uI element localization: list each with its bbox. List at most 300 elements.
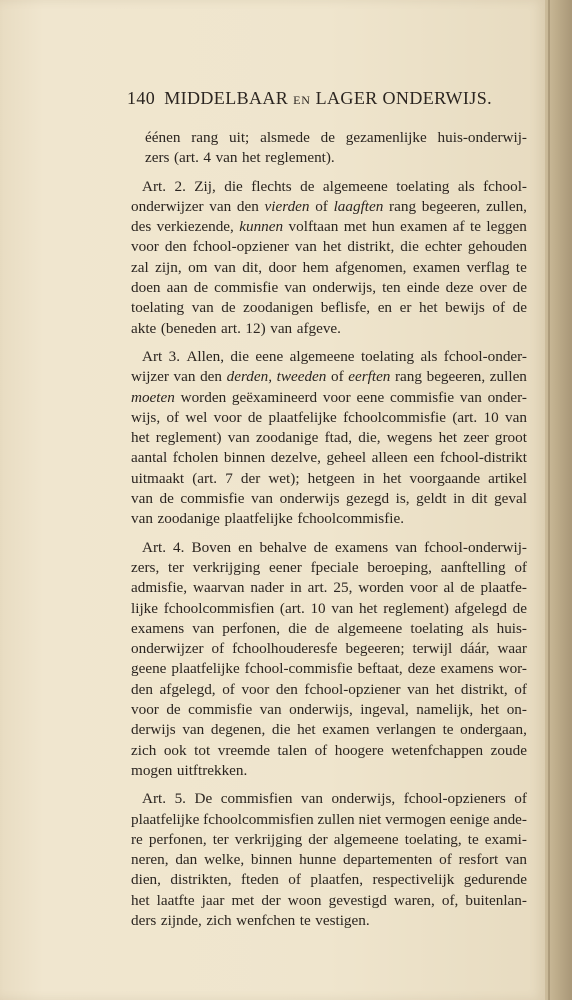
word: deze (445, 279, 474, 297)
word: afgelegd, (159, 680, 216, 698)
word: huis- (496, 619, 527, 637)
word: 2. (174, 177, 186, 195)
word: voor (131, 701, 159, 719)
word: vierden (264, 197, 310, 215)
word: van (407, 680, 430, 698)
word: hun (371, 218, 395, 236)
word: toelating (396, 177, 450, 195)
word: zijnde, (160, 911, 202, 929)
text-line (131, 177, 527, 197)
word: rang (389, 197, 417, 215)
paragraph-gap (131, 781, 527, 789)
word: beftaat, (357, 660, 403, 678)
word: eener (268, 558, 302, 576)
word: te (515, 258, 527, 276)
word: akte (131, 319, 157, 337)
text-line (131, 850, 527, 870)
word: fchoolhouderesfe (232, 640, 338, 658)
text-line (131, 891, 527, 911)
word: laatfte (156, 891, 195, 909)
paragraph-gap (131, 339, 527, 347)
word: het (131, 891, 150, 909)
word: van (294, 238, 317, 256)
word: van (213, 258, 236, 276)
word: niet (358, 810, 382, 828)
word: die (288, 619, 307, 637)
word: uit; (229, 129, 250, 146)
word: in (289, 579, 302, 597)
word: onderwijs, (331, 790, 396, 808)
word: geëxamineerd (231, 388, 318, 406)
word: commisfie (214, 279, 279, 297)
word: rang (395, 368, 422, 386)
page-number: 140 (127, 88, 156, 108)
word: fchool-distrikt (440, 449, 527, 467)
word: respectivelijk (372, 871, 455, 889)
word: ande- (493, 810, 527, 828)
body-text (131, 128, 527, 931)
word: wetenfchappen (391, 741, 484, 759)
word: hoogere (334, 741, 384, 759)
word: ders (131, 911, 157, 929)
word: algemeene (333, 830, 399, 848)
text-line (131, 509, 527, 529)
word: aan (166, 279, 188, 297)
text-line (131, 148, 527, 168)
word: of (439, 851, 452, 869)
word: plaatfelijke (171, 660, 240, 678)
word: hunne (299, 851, 337, 869)
word: fteden (240, 871, 279, 889)
word: huis-onderwij- (437, 129, 527, 146)
word: of (315, 197, 328, 215)
word: van (182, 721, 205, 739)
word: van (505, 851, 527, 869)
word: al (443, 579, 455, 597)
word: wel (185, 408, 208, 426)
word: of (288, 871, 301, 889)
text-line (131, 558, 527, 578)
word: de (166, 701, 181, 719)
text-line (131, 489, 527, 509)
word: laagften (333, 197, 384, 215)
word: voor (409, 579, 438, 597)
word: zers (145, 149, 170, 167)
word: der (308, 830, 328, 848)
word: algemeene (322, 177, 388, 195)
word: gevestigd (328, 891, 387, 909)
word: bewijs (445, 299, 485, 317)
word: geheel (326, 449, 367, 467)
word: moeten (131, 388, 175, 406)
word: 5. (174, 790, 186, 808)
word: van (331, 599, 354, 617)
word: 12) (245, 319, 266, 337)
word: uitmaakt (131, 469, 185, 487)
word: einde (406, 279, 440, 297)
word: zoodanigen (243, 299, 314, 317)
word: onderwijs, (289, 701, 353, 719)
word: af (452, 218, 465, 236)
word: het (322, 238, 342, 256)
word: het (480, 701, 500, 719)
word: uitftrekken. (176, 761, 248, 779)
text-line (131, 680, 527, 700)
word: de (159, 490, 174, 508)
word: vestigen. (315, 911, 370, 929)
paragraph (131, 128, 527, 169)
word: die (271, 721, 291, 739)
word: zich (131, 741, 157, 759)
word: toelating (131, 299, 185, 317)
word: die (224, 177, 243, 195)
word: het (419, 299, 438, 317)
word: fchool-onder- (443, 347, 527, 365)
text-line (131, 639, 527, 659)
word: alsmede (260, 129, 310, 146)
word: distrikten, (170, 871, 232, 889)
word: van (284, 279, 307, 297)
word: aantal (131, 449, 168, 467)
word: geene (131, 660, 167, 678)
word: jaar (201, 891, 225, 909)
word: eene (255, 347, 284, 365)
word: den (275, 680, 298, 698)
word: (beneden (160, 319, 217, 337)
word: artikel (488, 469, 527, 487)
word: buitenlan- (465, 891, 527, 909)
word: van (173, 368, 196, 386)
word: vermogen (385, 810, 446, 828)
header-title-part2: LAGER ONDERWIJS. (315, 88, 493, 108)
word: zeer (463, 429, 489, 447)
word: echter (424, 238, 462, 256)
word: toelating (360, 347, 415, 365)
word: onderwijzer (131, 640, 204, 658)
word: gezegd (346, 490, 390, 508)
word: het (297, 721, 316, 739)
paragraph (131, 789, 527, 931)
word: commisfie (390, 388, 455, 406)
word: van (259, 701, 282, 719)
word: van (192, 619, 215, 637)
word: leggen (486, 218, 527, 236)
word: geldt (416, 490, 447, 508)
word: zoude (490, 741, 527, 759)
word: gezamenlijke (345, 129, 427, 146)
word: is, (395, 490, 410, 508)
word: het (358, 599, 378, 617)
word: 7 (225, 469, 233, 487)
text-line (131, 448, 527, 468)
word: binnen (223, 449, 266, 467)
word: 3. (168, 347, 181, 365)
word: of (314, 741, 328, 759)
word: art. (221, 319, 241, 337)
word: den (200, 368, 223, 386)
word: voor (213, 408, 242, 426)
word: dan (175, 851, 198, 869)
word: alleen (371, 449, 408, 467)
text-line (131, 700, 527, 720)
word: hetgeen (307, 469, 355, 487)
word: afgeve. (296, 319, 341, 337)
word: doen (131, 279, 161, 297)
word: worden (180, 388, 227, 406)
word: der (261, 891, 281, 909)
running-header (127, 88, 493, 109)
word: of (211, 640, 225, 658)
text-line (131, 870, 527, 890)
text-line (131, 319, 527, 339)
word: terwijl (412, 640, 453, 658)
paragraph (131, 347, 527, 530)
word: (art. (192, 469, 218, 487)
word: het (382, 469, 402, 487)
word: en (377, 299, 393, 317)
word: wet); (268, 469, 300, 487)
word: de (512, 299, 527, 317)
word: éénen (145, 129, 181, 146)
text-line (131, 911, 527, 931)
word: art. (307, 579, 328, 597)
word: hem (302, 258, 329, 276)
word: behalve (259, 538, 307, 556)
word: toelating, (404, 830, 462, 848)
word: waarvan (192, 579, 245, 597)
word: ondergaan, (460, 721, 527, 739)
word: 4. (173, 538, 185, 556)
word: der (240, 469, 261, 487)
word: tweeden (276, 368, 327, 386)
word: voor (241, 680, 270, 698)
word: algemeene (289, 347, 355, 365)
text-line (131, 789, 527, 809)
word: gedurende (463, 871, 527, 889)
word: plaatfe- (480, 579, 527, 597)
text-line (131, 469, 527, 489)
word: commisfie (188, 701, 253, 719)
word: onder- (487, 388, 527, 406)
word: kunnen (239, 218, 284, 236)
word: admisfie, (131, 579, 188, 597)
word: woon (287, 891, 322, 909)
word: Allen, (186, 347, 224, 365)
word: fpeciale (310, 558, 359, 576)
word: distrikt, (460, 680, 508, 698)
book-spine (545, 0, 572, 1000)
word: des (131, 218, 152, 236)
word: algemeene (337, 619, 403, 637)
text-line (131, 367, 527, 387)
word: zich (206, 911, 232, 929)
word: die (400, 238, 419, 256)
word: of (514, 790, 527, 808)
word: van (131, 490, 153, 508)
word: zullen (489, 368, 527, 386)
word: examen (400, 218, 448, 236)
word: voor (322, 388, 351, 406)
word: degenen, (210, 721, 266, 739)
word: of (514, 558, 527, 576)
word: binnen (250, 851, 293, 869)
word: in (453, 490, 465, 508)
word: zoodanige (157, 510, 220, 528)
word: de (512, 599, 527, 617)
word: ook (163, 741, 187, 759)
word: perfonen, (222, 619, 281, 637)
word: den (164, 238, 187, 256)
word: voor (131, 238, 159, 256)
word: begeeren, (426, 368, 486, 386)
word: onderwijs, (312, 279, 377, 297)
word: te (299, 911, 311, 929)
word: namelijk, (416, 701, 474, 719)
word: fcholen (172, 449, 219, 467)
word: Art (142, 347, 163, 365)
word: waren, (393, 891, 435, 909)
text-line (131, 720, 527, 740)
word: eenige (449, 810, 490, 828)
word: 10 (310, 599, 326, 617)
word: van (270, 319, 293, 337)
word: als (457, 177, 475, 195)
word: of (514, 680, 527, 698)
word: plaatfelijke (224, 510, 293, 528)
word: zal (131, 258, 149, 276)
word: 4 (203, 149, 212, 167)
word: distrikt, (347, 238, 395, 256)
word: (art. (174, 149, 199, 167)
paragraph-gap (131, 169, 527, 177)
word: nader (250, 579, 285, 597)
word: (art. (452, 408, 478, 426)
word: afgelegd (454, 599, 507, 617)
word: commisfie (180, 490, 245, 508)
word: de (193, 279, 209, 297)
word: fchool-commisfie (244, 660, 353, 678)
word: plaatfelijke (131, 810, 200, 828)
text-line (131, 237, 527, 257)
word: of (492, 299, 506, 317)
word: exami- (484, 830, 527, 848)
word: wijs, (131, 408, 161, 426)
word: te (470, 218, 481, 236)
word: om (188, 258, 208, 276)
word: het (438, 429, 458, 447)
word: of (166, 408, 180, 426)
word: afgenomen, (335, 258, 407, 276)
word: fchoolcommisfie (343, 408, 447, 426)
word: derden, (226, 368, 273, 386)
word: Art. (142, 538, 167, 556)
word: de (247, 408, 263, 426)
word: waar (497, 640, 527, 658)
word: onderwijzer (131, 197, 204, 215)
word: begeeren; (345, 640, 405, 658)
word: van (300, 790, 323, 808)
word: van (505, 408, 527, 426)
word: in (362, 469, 375, 487)
word: wegens (386, 429, 433, 447)
text-line (131, 258, 527, 278)
word: geval (494, 490, 527, 508)
text-line (131, 578, 527, 598)
word: re (131, 830, 143, 848)
word: er (399, 299, 412, 317)
word: rang (191, 129, 219, 146)
word: te (467, 830, 479, 848)
word: door (268, 258, 297, 276)
text-line (131, 298, 527, 318)
word: fchool- (483, 177, 527, 195)
word: van (395, 538, 418, 556)
word: beflisfe, (320, 299, 371, 317)
word: perfonen, (148, 830, 207, 848)
word: begeeren, (421, 197, 481, 215)
text-line (131, 388, 527, 408)
word: talen (277, 741, 308, 759)
word: of, (441, 891, 459, 909)
text-line (131, 217, 527, 237)
word: eene (356, 388, 385, 406)
word: 10 (483, 408, 499, 426)
word: den (236, 197, 259, 215)
word: lijke (131, 599, 158, 617)
word: toelating (410, 619, 464, 637)
word: zijn, (155, 258, 182, 276)
paragraph (131, 538, 527, 782)
header-title-part1: MIDDELBAAR (164, 88, 289, 108)
word: worden (358, 579, 404, 597)
word: Boven (191, 538, 232, 556)
word: resfort (458, 851, 499, 869)
word: zullen, (486, 197, 527, 215)
word: verkiezende, (156, 218, 234, 236)
word: zullen (317, 810, 355, 828)
text-line (131, 830, 527, 850)
word: beroeping, (367, 558, 432, 576)
word: fchool-opziener (192, 238, 289, 256)
text-line (131, 347, 527, 367)
word: examens (440, 660, 494, 678)
word: eerften (348, 368, 391, 386)
paragraph (131, 177, 527, 339)
word: deze (407, 660, 436, 678)
text-line (131, 599, 527, 619)
word: dien, (131, 871, 161, 889)
word: examens (131, 619, 185, 637)
word: tot (194, 741, 211, 759)
word: wenfchen (236, 911, 296, 929)
word: van (251, 490, 274, 508)
word: reglement) (155, 429, 222, 447)
word: commisfien (220, 790, 293, 808)
word: de (460, 579, 475, 597)
word: de (512, 279, 527, 297)
word: De (194, 790, 213, 808)
word: zers, (131, 558, 160, 576)
word: van (215, 149, 238, 167)
word: over (479, 279, 507, 297)
word: wijzer (131, 368, 169, 386)
text-line (131, 428, 527, 448)
word: plaatfen, (310, 871, 364, 889)
word: een (413, 449, 435, 467)
word: welke, (204, 851, 245, 869)
word: het (131, 429, 150, 447)
word: den (131, 680, 153, 698)
